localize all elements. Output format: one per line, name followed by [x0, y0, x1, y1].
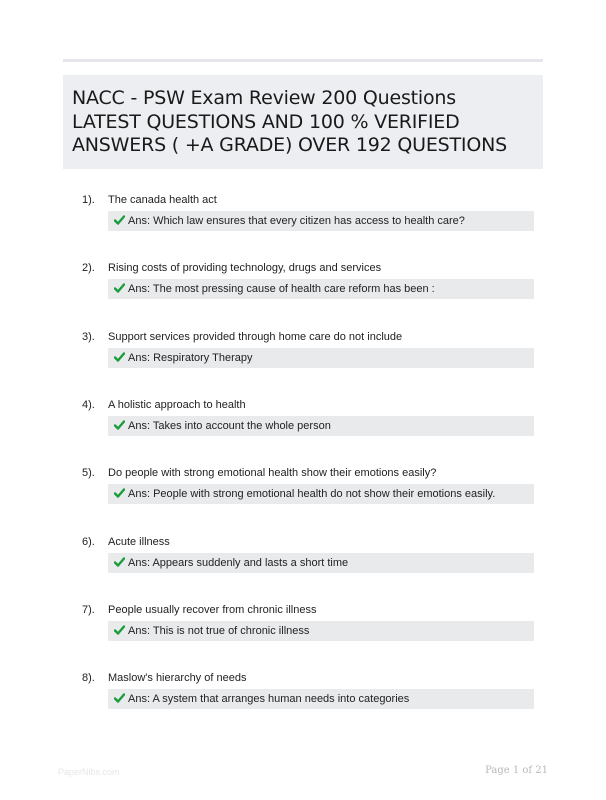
answer-text: Ans: A system that arranges human needs into categories: [128, 693, 410, 705]
answer-box: [108, 211, 534, 231]
check-icon: [114, 487, 125, 499]
question-item: [0, 535, 606, 595]
answer-box: [108, 484, 534, 504]
page-number: Page 1 of 21: [485, 765, 548, 776]
question-text: Support services provided through home care do not include: [108, 331, 403, 343]
question-text: Do people with strong emotional health show their emotions easily?: [108, 467, 437, 479]
question-number: 7).: [82, 604, 95, 616]
check-icon: [114, 351, 125, 363]
title-line: LATEST QUESTIONS AND 100 % VERIFIED: [72, 110, 460, 133]
question-item: [0, 193, 606, 253]
answer-text: Ans: This is not true of chronic illness: [128, 625, 310, 637]
question-item: [0, 466, 606, 526]
question-text: A holistic approach to health: [108, 399, 246, 411]
title-line: ANSWERS ( +A GRADE) OVER 192 QUESTIONS: [72, 134, 507, 156]
top-divider: [63, 59, 543, 62]
question-item: [0, 261, 606, 321]
question-item: [0, 398, 606, 458]
title-line: NACC - PSW Exam Review 200 Questions: [72, 87, 456, 109]
check-icon: [114, 692, 125, 704]
question-text: Maslow's hierarchy of needs: [108, 672, 247, 684]
answer-text: Ans: Takes into account the whole person: [128, 420, 331, 432]
question-number: 1).: [82, 194, 95, 206]
check-icon: [114, 419, 125, 431]
question-text: People usually recover from chronic illness: [108, 604, 317, 616]
title-banner: [63, 75, 543, 169]
question-number: 6).: [82, 536, 95, 548]
answer-box: [108, 689, 534, 709]
answer-box: [108, 553, 534, 573]
question-number: 4).: [82, 399, 95, 411]
footer-watermark: PaperNibs.com: [58, 767, 120, 777]
question-item: [0, 603, 606, 663]
answer-box: [108, 279, 534, 299]
question-number: 3).: [82, 331, 95, 343]
question-text: Rising costs of providing technology, drugs and services: [108, 262, 382, 274]
question-text: The canada health act: [108, 194, 217, 206]
question-number: 5).: [82, 467, 95, 479]
check-icon: [114, 556, 125, 568]
question-text: Acute illness: [108, 536, 170, 548]
question-number: 8).: [82, 672, 95, 684]
answer-text: Ans: Respiratory Therapy: [128, 352, 253, 364]
document-title: [72, 87, 533, 158]
check-icon: [114, 214, 125, 226]
answer-text: Ans: People with strong emotional health do not show their emotions easily.: [128, 488, 496, 500]
question-item: [0, 671, 606, 731]
check-icon: [114, 282, 125, 294]
answer-text: Ans: Which law ensures that every citizen has access to health care?: [128, 215, 465, 227]
answer-box: [108, 621, 534, 641]
question-item: [0, 330, 606, 390]
check-icon: [114, 624, 125, 636]
question-number: 2).: [82, 262, 95, 274]
answer-text: Ans: Appears suddenly and lasts a short time: [128, 557, 349, 569]
answer-box: [108, 416, 534, 436]
answer-text: Ans: The most pressing cause of health care reform has been :: [128, 283, 435, 295]
answer-box: [108, 348, 534, 368]
